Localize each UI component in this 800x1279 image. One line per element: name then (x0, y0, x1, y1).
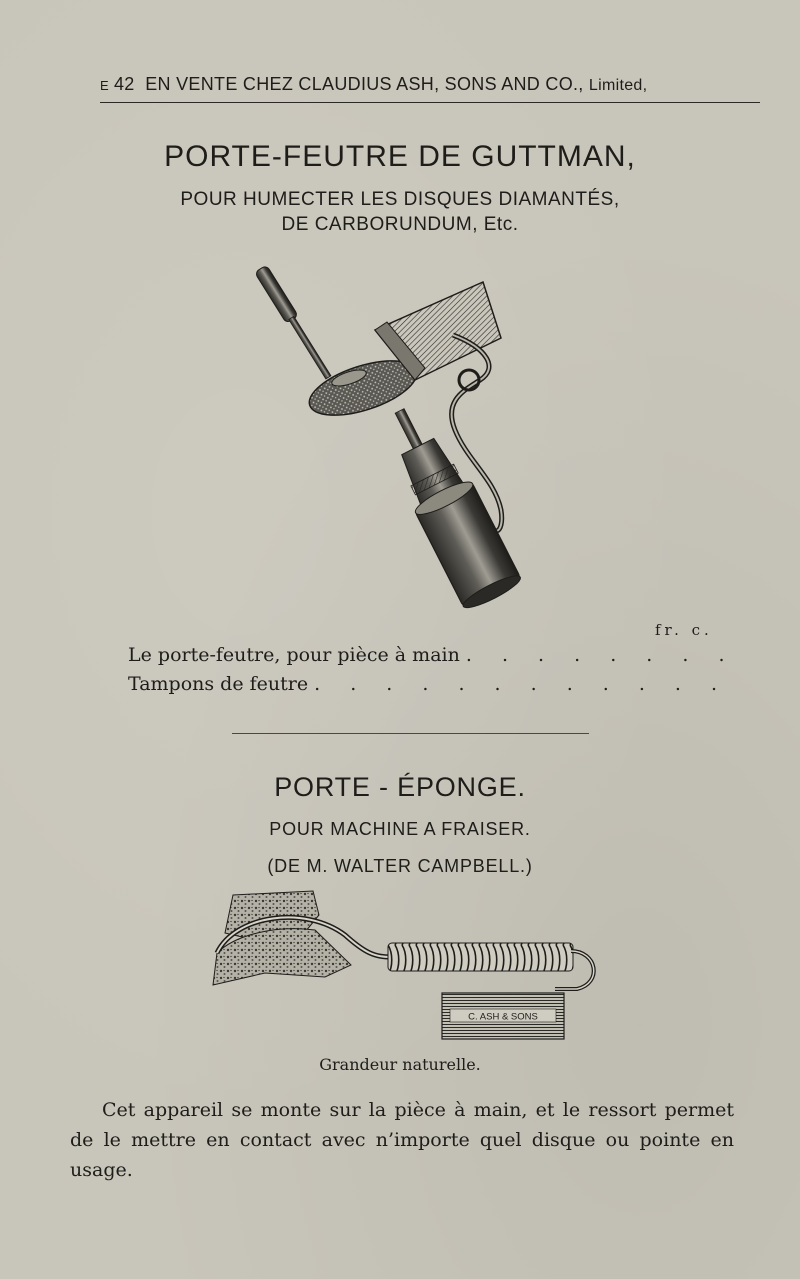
section1-subtitle-line1: POUR HUMECTER LES DISQUES DIAMANTÉS, (180, 189, 620, 210)
leader-dots: . . . . . . . . . . . . (314, 673, 730, 695)
header-suffix: Limited, (588, 77, 648, 94)
section2-subtitle-line2: (DE M. WALTER CAMPBELL.) (267, 856, 533, 876)
section2-title: PORTE - ÉPONGE. (274, 772, 526, 802)
maker-stamp: C. ASH & SONS (468, 1011, 538, 1023)
price-item (128, 673, 729, 695)
price-item (128, 644, 736, 666)
leader-dots: . . . . . . . . (465, 644, 737, 666)
page-number: 42 (113, 74, 135, 94)
description-paragraph: Cet appareil se monte sur la pièce à main, et le ressort permet de le mettre en contact avec n’importe quel disque ou pointe en usage. (70, 1099, 734, 1181)
section1-subtitle-line2: DE CARBORUNDUM, Etc. (281, 214, 519, 235)
item-label: Tampons de feutre (128, 673, 309, 695)
item-label: Le porte-feutre, pour pièce à main (128, 644, 460, 666)
header-text: EN VENTE CHEZ CLAUDIUS ASH, SONS AND CO., (145, 74, 584, 94)
running-header (100, 74, 760, 95)
section-divider (232, 733, 589, 734)
page-letter: E (100, 78, 109, 93)
illustration-caption: Grandeur naturelle. (319, 1055, 481, 1074)
header-rule (100, 102, 760, 103)
felt-holder-illustration (255, 250, 535, 615)
section2-subtitle-line1: POUR MACHINE A FRAISER. (269, 819, 531, 839)
section1-title: PORTE-FEUTRE DE GUTTMAN, (164, 140, 636, 173)
price-unit-header: fr. c. (655, 621, 713, 639)
sponge-holder-illustration (205, 885, 605, 1045)
